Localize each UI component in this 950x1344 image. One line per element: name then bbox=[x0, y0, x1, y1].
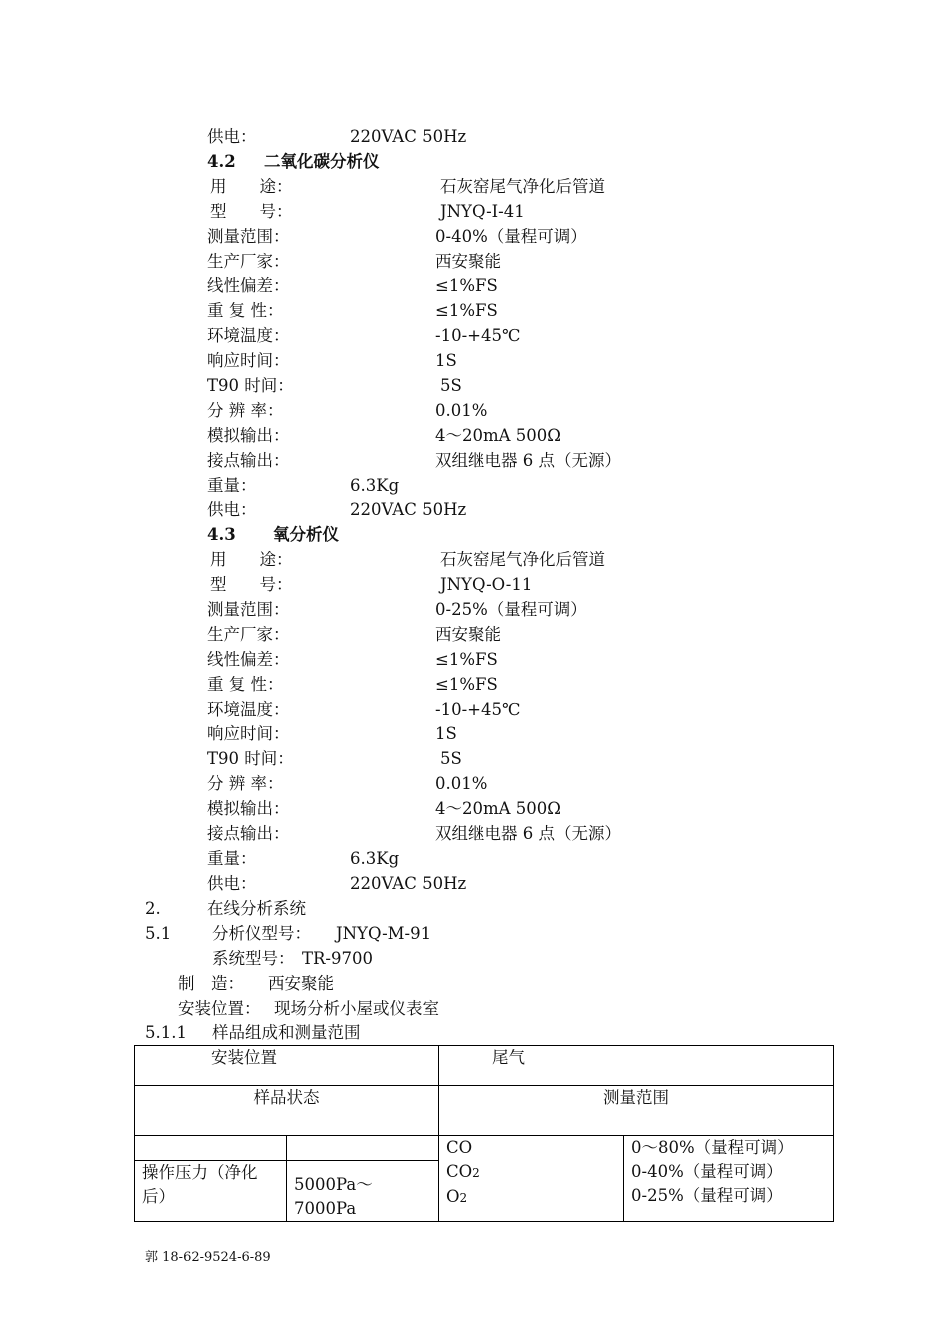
empty-cell bbox=[287, 1136, 439, 1161]
weight-value: 6.3Kg bbox=[350, 849, 400, 868]
range-o2: 0-25%（量程可调） bbox=[631, 1186, 783, 1205]
install-location-cell: 尾气 bbox=[439, 1046, 834, 1086]
spec-label: 响应时间： bbox=[207, 351, 290, 370]
spec-label: T90 时间： bbox=[207, 749, 294, 768]
spec-label: 环境温度： bbox=[207, 326, 290, 345]
power-value: 220VAC 50Hz bbox=[350, 127, 467, 146]
spec-value: 1S bbox=[435, 351, 457, 370]
spec-label: 响应时间： bbox=[207, 724, 290, 743]
system-model-value: TR-9700 bbox=[302, 949, 373, 968]
operating-pressure-value: 5000Pa～7000Pa bbox=[287, 1161, 439, 1222]
spec-value: ≤1%FS bbox=[435, 675, 498, 694]
weight-label: 重量： bbox=[207, 849, 257, 868]
spec-value: ≤1%FS bbox=[435, 276, 498, 295]
spec-value: 双组继电器 6 点（无源） bbox=[435, 824, 621, 843]
spec-value: 0.01% bbox=[435, 774, 488, 793]
install-location-label: 安装位置： bbox=[178, 999, 261, 1018]
measure-range-header: 测量范围 bbox=[439, 1086, 834, 1136]
spec-value: 0-40%（量程可调） bbox=[435, 227, 587, 246]
section-5-1-1-number: 5.1.1 bbox=[145, 1023, 187, 1042]
spec-label: 生产厂家： bbox=[207, 252, 290, 271]
section-2-number: 2. bbox=[145, 899, 161, 918]
spec-label: 用 途： bbox=[210, 177, 293, 196]
spec-label: T90 时间： bbox=[207, 376, 294, 395]
range-co: 0～80%（量程可调） bbox=[631, 1138, 794, 1157]
spec-label: 重 复 性： bbox=[207, 675, 284, 694]
section-5-1-number: 5.1 bbox=[145, 924, 172, 943]
spec-label: 用 途： bbox=[210, 550, 293, 569]
spec-label: 接点输出： bbox=[207, 451, 290, 470]
spec-label: 线性偏差： bbox=[207, 276, 290, 295]
spec-value: 双组继电器 6 点（无源） bbox=[435, 451, 621, 470]
power-label: 供电： bbox=[207, 500, 257, 519]
range-co2: 0-40%（量程可调） bbox=[631, 1162, 783, 1181]
spec-label: 生产厂家： bbox=[207, 625, 290, 644]
spec-label: 测量范围： bbox=[207, 600, 290, 619]
spec-label: 分 辨 率： bbox=[207, 774, 284, 793]
empty-cell bbox=[135, 1136, 287, 1161]
spec-label: 环境温度： bbox=[207, 700, 290, 719]
section-4-2-number: 4.2 bbox=[207, 152, 236, 171]
spec-label: 型 号： bbox=[210, 202, 293, 221]
range-list-cell bbox=[624, 1136, 834, 1222]
maker-value: 西安聚能 bbox=[268, 974, 334, 993]
sample-state-header: 样品状态 bbox=[135, 1086, 439, 1136]
power-value: 220VAC 50Hz bbox=[350, 500, 467, 519]
weight-value: 6.3Kg bbox=[350, 476, 400, 495]
maker-label: 制 造： bbox=[178, 974, 244, 993]
gas-co2: CO2 bbox=[446, 1162, 480, 1181]
analyzer-model-label: 分析仪型号： bbox=[212, 924, 311, 943]
gas-o2: O2 bbox=[446, 1187, 468, 1206]
install-location-header: 安装位置 bbox=[135, 1046, 439, 1086]
table-row bbox=[135, 1086, 834, 1136]
spec-value: 石灰窑尾气净化后管道 bbox=[440, 550, 605, 569]
spec-value: 石灰窑尾气净化后管道 bbox=[440, 177, 605, 196]
spec-label: 型 号： bbox=[210, 575, 293, 594]
spec-value: 西安聚能 bbox=[435, 625, 501, 644]
power-value: 220VAC 50Hz bbox=[350, 874, 467, 893]
spec-label: 测量范围： bbox=[207, 227, 290, 246]
spec-value: 西安聚能 bbox=[435, 252, 501, 271]
weight-label: 重量： bbox=[207, 476, 257, 495]
section-5-1-1-title: 样品组成和测量范围 bbox=[212, 1023, 361, 1042]
spec-label: 模拟输出： bbox=[207, 799, 290, 818]
section-4-3-number: 4.3 bbox=[207, 525, 236, 544]
analyzer-model-value: JNYQ-M-91 bbox=[336, 924, 432, 943]
power-label: 供电： bbox=[207, 127, 257, 146]
spec-label: 模拟输出： bbox=[207, 426, 290, 445]
operating-pressure-label: 操作压力（净化后） bbox=[135, 1161, 287, 1222]
spec-value: 4～20mA 500Ω bbox=[435, 426, 561, 445]
power-label: 供电： bbox=[207, 874, 257, 893]
spec-value: 0-25%（量程可调） bbox=[435, 600, 587, 619]
spec-value: -10-+45℃ bbox=[435, 700, 521, 719]
table-row bbox=[135, 1046, 834, 1086]
section-4-2-title: 二氧化碳分析仪 bbox=[264, 152, 380, 171]
spec-value: ≤1%FS bbox=[435, 650, 498, 669]
spec-label: 接点输出： bbox=[207, 824, 290, 843]
install-location-value: 现场分析小屋或仪表室 bbox=[274, 999, 439, 1018]
spec-value: 5S bbox=[440, 749, 462, 768]
section-4-3-title: 氧分析仪 bbox=[273, 525, 339, 544]
gas-list-cell bbox=[439, 1136, 624, 1222]
spec-label: 重 复 性： bbox=[207, 301, 284, 320]
spec-label: 线性偏差： bbox=[207, 650, 290, 669]
section-2-title: 在线分析系统 bbox=[207, 899, 306, 918]
footer-text: 郭 18-62-9524-6-89 bbox=[145, 1250, 271, 1265]
table-row bbox=[135, 1136, 834, 1161]
spec-value: -10-+45℃ bbox=[435, 326, 521, 345]
spec-value: ≤1%FS bbox=[435, 301, 498, 320]
spec-value: JNYQ-I-41 bbox=[440, 202, 525, 221]
spec-value: 5S bbox=[440, 376, 462, 395]
sample-composition-table bbox=[134, 1045, 834, 1222]
spec-value: 0.01% bbox=[435, 401, 488, 420]
spec-label: 分 辨 率： bbox=[207, 401, 284, 420]
system-model-label: 系统型号： bbox=[212, 949, 295, 968]
spec-value: 1S bbox=[435, 724, 457, 743]
spec-value: 4～20mA 500Ω bbox=[435, 799, 561, 818]
gas-co: CO bbox=[446, 1138, 473, 1157]
spec-value: JNYQ-O-11 bbox=[440, 575, 533, 594]
